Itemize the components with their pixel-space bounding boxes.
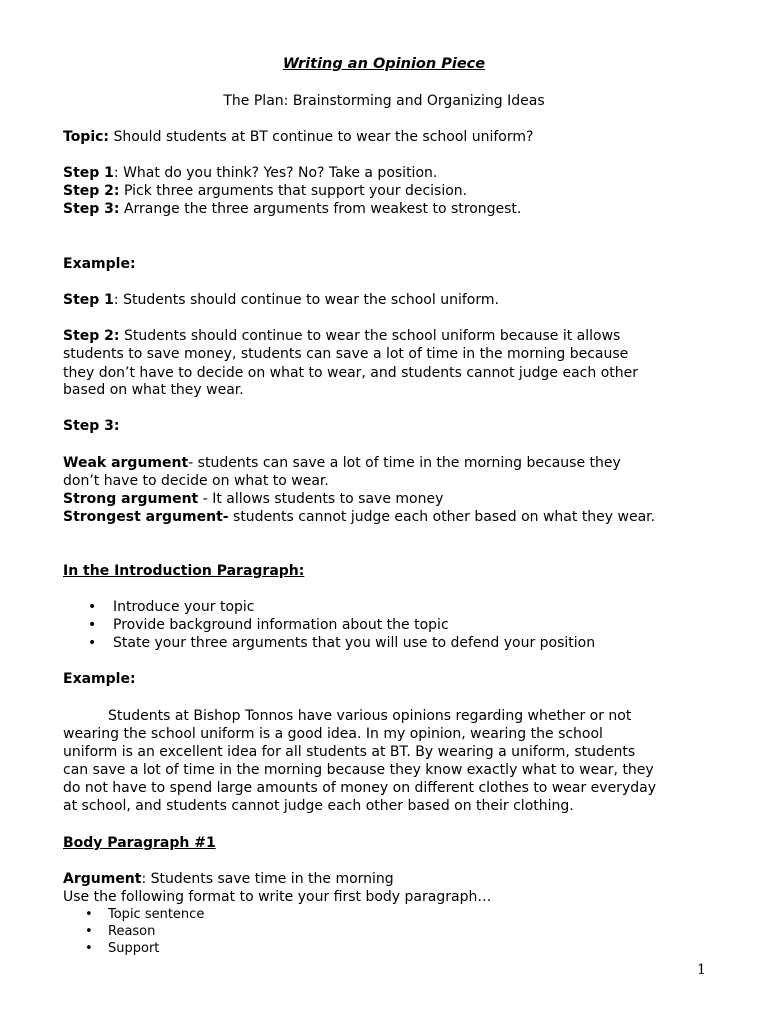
intro-heading: In the Introduction Paragraph: xyxy=(63,563,305,579)
example-step-2-text: they don’t have to decide on what to wear, and students cannot judge each other xyxy=(63,365,638,381)
step-1-line xyxy=(63,164,437,182)
strongest-argument-label: Strongest argument- xyxy=(63,509,229,525)
step-3-text: Arrange the three arguments from weakest to strongest. xyxy=(119,201,522,217)
example-step-3-label: Step 3: xyxy=(63,418,120,434)
strong-argument-text: - It allows students to save money xyxy=(198,491,444,507)
intro-example-text: wearing the school uniform is a good idea. In my opinion, wearing the school xyxy=(63,726,603,742)
step-2-text: Pick three arguments that support your decision. xyxy=(119,183,468,199)
body-argument-text: : Students save time in the morning xyxy=(141,871,394,887)
strong-argument-label: Strong argument xyxy=(63,491,199,507)
example-step-1-label: Step 1 xyxy=(63,292,114,308)
example-step-1-text: : Students should continue to wear the school uniform. xyxy=(113,292,499,308)
bullet-icon: • xyxy=(88,635,97,651)
example-step-2-text: students to save money, students can save a lot of time in the morning because xyxy=(63,346,629,362)
strong-argument-line xyxy=(63,490,443,508)
step-2-label: Step 2: xyxy=(63,183,120,199)
weak-argument-text: don’t have to decide on what to wear. xyxy=(63,473,329,489)
topic-label: Topic: xyxy=(63,129,110,145)
step-1-text: : What do you think? Yes? No? Take a position. xyxy=(113,165,438,181)
example-step-2-label: Step 2: xyxy=(63,328,120,344)
strongest-argument-text: students cannot judge each other based on what they wear. xyxy=(228,509,656,525)
body-argument-line xyxy=(63,870,394,888)
weak-argument-text: - students can save a lot of time in the morning because they xyxy=(188,455,621,471)
example-step-2-text: based on what they wear. xyxy=(63,382,244,398)
weak-argument-label: Weak argument xyxy=(63,455,189,471)
intro-example-text: do not have to spend large amounts of money on different clothes to wear everyday xyxy=(63,780,656,796)
page-number: 1 xyxy=(697,962,706,978)
document-subtitle: The Plan: Brainstorming and Organizing Ideas xyxy=(223,93,545,109)
intro-example-text: can save a lot of time in the morning because they know exactly what to wear, they xyxy=(63,762,654,778)
intro-example-text: at school, and students cannot judge each other based on their clothing. xyxy=(63,798,574,814)
weak-argument-line xyxy=(63,454,621,472)
document-title: Writing an Opinion Piece xyxy=(282,56,486,72)
example-step-2-text: Students should continue to wear the school uniform because it allows xyxy=(119,328,621,344)
step-3-label: Step 3: xyxy=(63,201,120,217)
step-3-line xyxy=(63,200,521,218)
body-paragraph-heading: Body Paragraph #1 xyxy=(63,835,216,851)
body-argument-label: Argument xyxy=(63,871,142,887)
document-page: Writing an Opinion Piece The Plan: Brainstorming and Organizing Ideas Topic: Should students at BT continue to wear the school uniform? Step 1: What do you think? Yes? No? Take a position. Step 2: Pick three arguments that support your decision. Step 3: Arrange the three arguments from weakest to strongest. Example: Step 1: Students should continue to wear the school uniform. Step 2: Students should continue to wear the school uniform because it allows students to save money, students can save a lot of time in the morning because they don’t have to decide on what to wear, and students cannot judge each other based on what they wear. Step 3: Weak argument- students can save a lot of time in the morning because they don’t have to decide on what to wear. Strong argument - It allows students to save money Strongest argument- students cannot judge each other based on what they wear. In the Introduction Paragraph: • Introduce your topic • Provide background information about the topic • State your three arguments that you will use to defend your position Example: Students at Bishop Tonnos have various opinions regarding whether or not wearing the school uniform is a good idea. In my opinion, wearing the school uniform is an excellent idea for all students at BT. By wearing a uniform, students can save a lot of time in the morning because they know exactly what to wear, they do not have to spend large amounts of money on different clothes to wear everyday at school, and students cannot judge each other based on their clothing. Body Paragraph #1 Argument: Students save time in the morning Use the following format to write your first body paragraph… • Topic sentence • Reason • Support 1 xyxy=(0,0,768,1024)
topic-line xyxy=(63,128,533,146)
topic-text: Should students at BT continue to wear the school uniform? xyxy=(109,129,534,145)
bullet-icon: • xyxy=(88,617,97,633)
step-1-label: Step 1 xyxy=(63,165,114,181)
example-step-2-line xyxy=(63,327,620,345)
bullet-icon: • xyxy=(85,907,93,922)
step-2-line xyxy=(63,182,467,200)
example-heading: Example: xyxy=(63,256,136,272)
bullet-icon: • xyxy=(85,924,93,939)
strongest-argument-line xyxy=(63,508,655,526)
body-format-line: Use the following format to write your first body paragraph… xyxy=(63,889,492,905)
intro-example-heading: Example: xyxy=(63,671,136,687)
intro-example-text: uniform is an excellent idea for all students at BT. By wearing a uniform, students xyxy=(63,744,636,760)
bullet-icon: • xyxy=(85,941,93,956)
example-step-1-line xyxy=(63,291,499,309)
intro-example-text: Students at Bishop Tonnos have various opinions regarding whether or not xyxy=(108,708,632,724)
bullet-icon: • xyxy=(88,599,97,615)
